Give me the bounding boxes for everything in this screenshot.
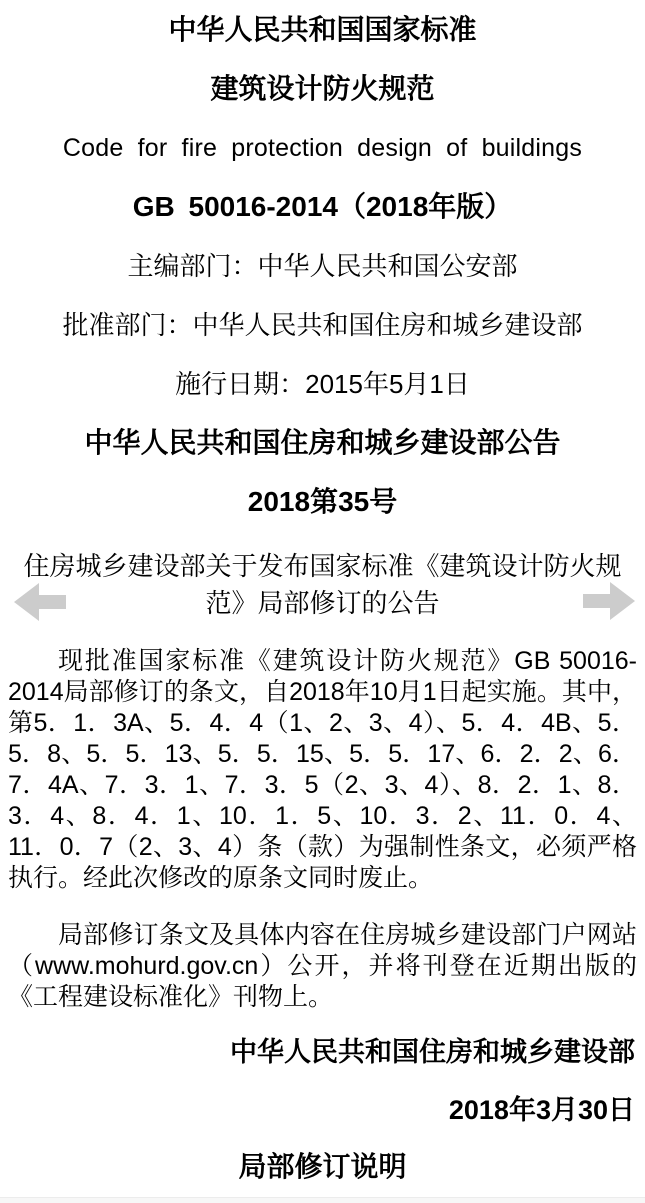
- signature-org: 中华人民共和国住房和城乡建设部: [230, 1037, 635, 1067]
- doc-code: GB 50016-2014（2018年版）: [132, 191, 513, 222]
- standard-label: 中华人民共和国国家标准: [168, 14, 477, 45]
- effective-date-line: 施行日期：2015年5月1日: [175, 369, 470, 399]
- doc-title-en: Code for fire protection design of buildings: [62, 134, 583, 162]
- announcement-org-title: 中华人民共和国住房和城乡建设部公告: [84, 427, 561, 458]
- approval-line: 批准部门：中华人民共和国住房和城乡建设部: [62, 310, 583, 340]
- left-arrow-icon[interactable]: [14, 583, 66, 621]
- bottom-divider: [0, 1197, 645, 1203]
- right-arrow-icon[interactable]: [583, 582, 635, 620]
- next-section-heading: 局部修订说明: [238, 1151, 407, 1182]
- announcement-paragraph: 局部修订条文及具体内容在住房城乡建设部门户网站（www.mohurd.gov.cn）公开，并将刊登在近期出版的《工程建设标准化》刊物上。: [8, 921, 637, 1011]
- signature-date: 2018年3月30日: [448, 1095, 635, 1125]
- announcement-number: 2018第35号: [247, 486, 398, 517]
- announcement-paragraph: 现批准国家标准《建筑设计防火规范》GB 50016-2014局部修订的条文，自2018年10月1日起实施。其中，第5．1．3A、5．4．4（1、2、3、4）、5．4．4B、5．5．8、5．5．13、5．5．15、5．5．17、6．2．2、6．7．4A、7．3．1、7．3．5（2、3、4）、8．2．1、8．3．4、8．4．1、10．1．5、10．3．2、11．0．4、11．0．7（2、3、4）条（款）为强制性条文，必须严格执行。经此次修改的原条文同时废止。: [8, 647, 637, 892]
- chief-editor-line: 主编部门：中华人民共和国公安部: [127, 251, 518, 281]
- announcement-subject: 住房城乡建设部关于发布国家标准《建筑设计防火规范》局部修订的公告: [23, 551, 622, 618]
- doc-title-cn: 建筑设计防火规范: [210, 73, 435, 104]
